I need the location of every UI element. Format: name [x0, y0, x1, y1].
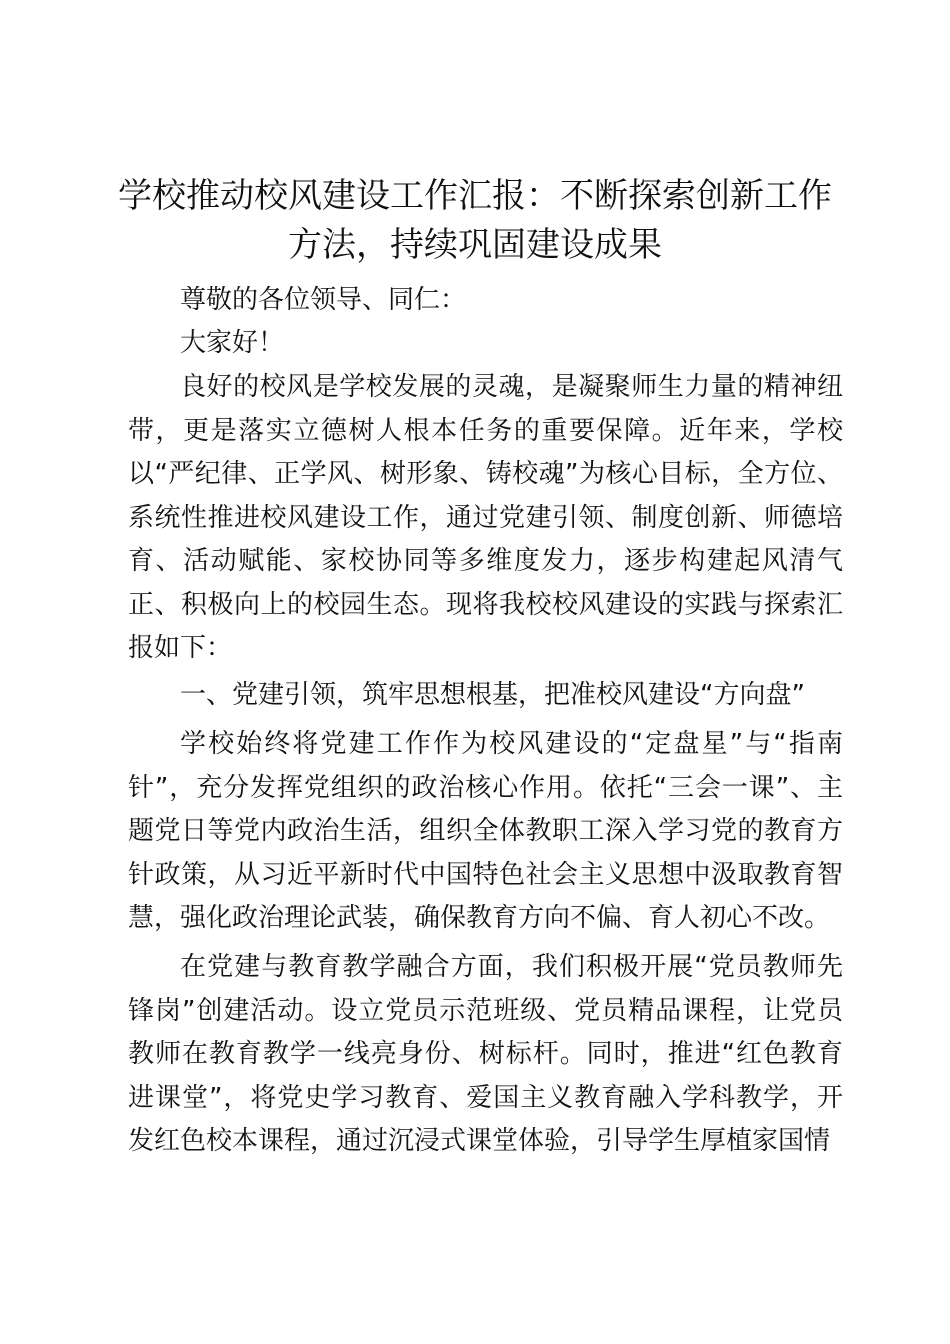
document-title: 学校推动校风建设工作汇报：不断探索创新工作方法，持续巩固建设成果: [118, 176, 832, 265]
section1-paragraph-1: 学校始终将党建工作作为校风建设的“定盘星”与“指南针”，充分发挥党组织的政治核心作用。依托“三会一课”、主题党日等党内政治生活，组织全体教职工深入学习党的教育方针政策，从习近平新时代中国特色社会主义思想中汲取教育智慧，强化政治理论武装，确保教育方向不偏、育人初心不改。: [128, 729, 843, 933]
salutation: 尊敬的各位领导、同仁：: [180, 285, 467, 315]
intro-paragraph: 良好的校风是学校发展的灵魂，是凝聚师生力量的精神纽带，更是落实立德树人根本任务的重要保障。近年来，学校以“严纪律、正学风、树形象、铸校魂”为核心目标，全方位、系统性推进校风建设工作，通过党建引领、制度创新、师德培育、活动赋能、家校协同等多维度发力，逐步构建起风清气正、积极向上的校园生态。现将我校校风建设的实践与探索汇报如下：: [128, 372, 843, 663]
section1-paragraph-2: 在党建与教育教学融合方面，我们积极开展“党员教师先锋岗”创建活动。设立党员示范班级、党员精品课程，让党员教师在教育教学一线亮身份、树标杆。同时，推进“红色教育进课堂”，将党史学习教育、爱国主义教育融入学科教学，开发红色校本课程，通过沉浸式课堂体验，引导学生厚植家国情: [128, 952, 843, 1156]
greeting: 大家好！: [180, 328, 285, 358]
section-heading-1: 一、党建引领，筑牢思想根基，把准校风建设“方向盘”: [180, 680, 805, 710]
